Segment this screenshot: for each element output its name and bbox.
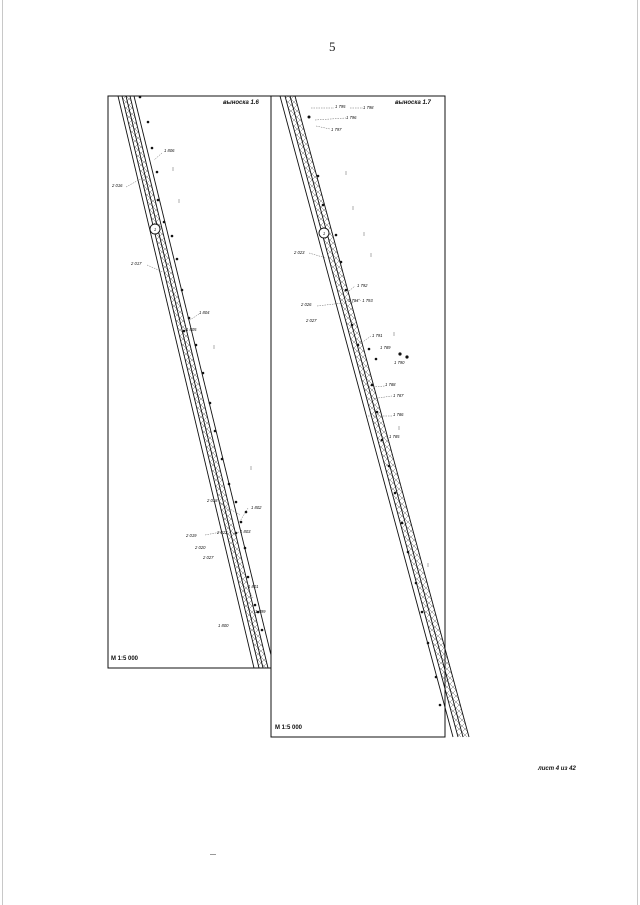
map-1-title: выноска 1.6 — [223, 100, 259, 106]
page-number: 5 — [329, 39, 336, 54]
map-2-title: выноска 1.7 — [395, 100, 431, 106]
label-1803: 1 803 — [240, 529, 251, 534]
label-1788: 1 788 — [385, 382, 396, 387]
label-1801: 1 801 — [248, 584, 259, 589]
label-1789: 1 789 — [380, 345, 391, 350]
label-1804: 1 804 — [199, 310, 210, 315]
label-2022: 2 022 — [217, 530, 228, 535]
label-1799: 1 799 — [255, 609, 266, 614]
label-1786: 1 786 — [393, 412, 404, 417]
label-2023: 2 023 — [294, 250, 305, 255]
map-2-leaders — [309, 108, 393, 442]
map-callout-1-6 — [108, 96, 271, 668]
map-2-circle-marker — [319, 228, 329, 238]
sheet-label: лист 4 из 42 — [538, 766, 576, 772]
label-2017: 2 017 — [131, 261, 142, 266]
label-1798: 1 798 — [363, 105, 374, 110]
label-1794-1793: 1 794 - 1 793 — [348, 298, 373, 303]
label-2020: 2 020 — [195, 545, 206, 550]
label-1806: 1 806 — [164, 148, 175, 153]
map-2-scale: М 1:5 000 — [275, 725, 303, 731]
label-1790: 1 790 — [394, 360, 405, 365]
label-2026: 2 026 — [301, 302, 312, 307]
label-1802: 1 802 — [251, 505, 262, 510]
map-1-scale: М 1:5 000 — [111, 656, 139, 662]
circle-marker-label: 1 — [153, 227, 157, 232]
label-1785: 1 785 — [389, 434, 400, 439]
label-2027: 2 027 — [203, 555, 214, 560]
label-2016: 2 016 — [112, 183, 123, 188]
label-1796: 1 796 — [346, 115, 357, 120]
map-1-survey-points — [139, 96, 264, 632]
footer-mark — [210, 854, 216, 855]
label-2019: 2 019 — [186, 533, 197, 538]
label-1795: 1 795 — [335, 104, 346, 109]
map-1-circle-marker — [150, 224, 160, 234]
map-1-labels — [111, 148, 266, 628]
label-2027-b: 2 027 — [306, 318, 317, 323]
label-1791: 1 791 — [372, 333, 383, 338]
label-2018: 2 018 — [207, 498, 218, 503]
map-2-road-corridor — [280, 96, 469, 737]
circle-marker-label-2: 1 — [322, 231, 326, 236]
label-1800: 1 800 — [218, 623, 229, 628]
label-1792: 1 792 — [357, 283, 368, 288]
label-1797: 1 797 — [331, 127, 342, 132]
map-2-frame — [271, 96, 445, 737]
map-callout-1-7 — [271, 96, 469, 737]
label-1787: 1 787 — [393, 393, 404, 398]
label-1805: 1 805 — [186, 327, 197, 332]
map-1-small-ticks — [173, 167, 251, 470]
map-1-road-corridor — [118, 96, 271, 668]
